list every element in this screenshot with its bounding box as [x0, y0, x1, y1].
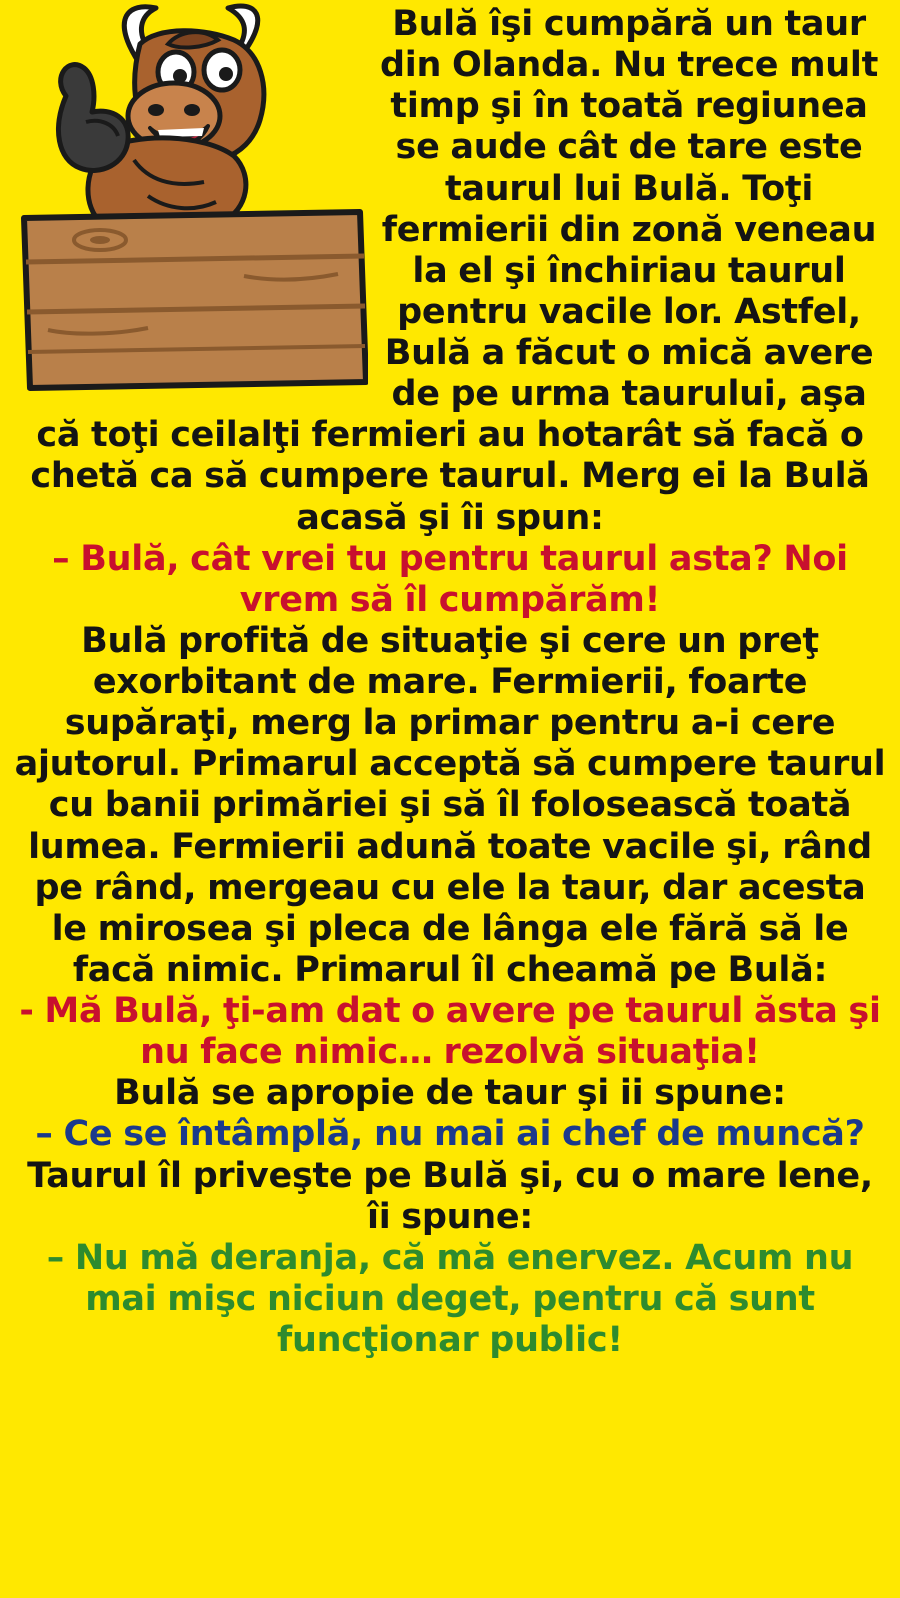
story-paragraph-narration-1: Bulă îşi cumpără un taur din Olanda. Nu trece mult timp şi în toată regiunea se aude cât de tare este taurul lui Bulă. Toţi fermierii din zonă veneau la el şi închiriau taurul pentru vacile lor. Astfel, Bulă a făcut o mică avere de pe urma taurului, aşa că toţi ceilalţi fermieri au hotarât să facă o chetă ca să cumpere taurul. Merg ei la Bulă acasă şi îi spun:: [30, 4, 878, 538]
story-paragraph-bull-speech: – Nu mă deranja, că mă enervez. Acum nu mai mişc niciun deget, pentru că sunt funcţionar public!: [46, 1237, 854, 1360]
story-paragraph-bula-speech: – Ce se întâmplă, nu mai ai chef de muncă?: [35, 1114, 865, 1155]
story-paragraph-mayor-speech: - Mă Bulă, ţi-am dat o avere pe taurul ăsta şi nu face nimic… rezolvă situaţia!: [19, 991, 881, 1073]
story-paragraph-narration-3: Bulă se apropie de taur şi ii spune:: [114, 1073, 786, 1114]
illustration-text-wrap-spacer: [14, 4, 372, 396]
story-paragraph-farmers-speech: – Bulă, cât vrei tu pentru taurul asta? Noi vrem să îl cumpărăm!: [52, 538, 848, 620]
story-paragraph-narration-2: Bulă profită de situaţie şi cere un preţ exorbitant de mare. Fermierii, foarte supăraţi, merg la primar pentru a-i cere ajutorul. Primarul acceptă să cumpere taurul cu banii primăriei şi să îl folosească toată lumea. Fermierii adună toate vacile şi, rând pe rând, mergeau cu ele la taur, dar acesta le mirosea şi pleca de lânga ele fără să le facă nimic. Primarul îl cheamă pe Bulă:: [14, 620, 886, 990]
story-paragraph-narration-4: Taurul îl priveşte pe Bulă şi, cu o mare lene, îi spune:: [27, 1155, 873, 1237]
